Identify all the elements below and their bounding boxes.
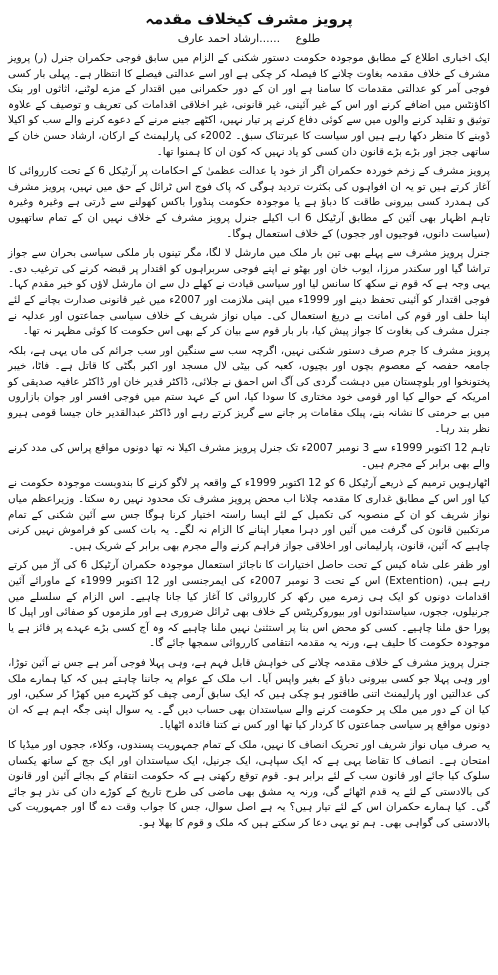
byline [8, 32, 490, 45]
article-paragraph: پرویز مشرف کے زخم خوردہ حکمران اگر از خود یا عدالت عظمیٰ کے احکامات پر آرٹیکل 6 کے تحت کارروائی کا آغاز کرتے ہیں تو یہ ان افواہوں کی بکثرت تردید ہوگی کہ پاک فوج اس ٹرائل کے حق میں نہیں، پرویز مشرف کی ہمدرد کسی بیرونی طاقت کا دباؤ ہے یا موجودہ حکومت پنڈورا باکس کھولنے سے ڈرتی ہے وغیرہ وغیرہ تاہم اظہار بھی آئین کے مطابق آرٹیکل 6 اب اکیلے جنرل پرویز مشرف کے خلاف نہیں ان کے تمام ساتھیوں (سیاست دانوں، فوجیوں اور ججوں) کے خلاف استعمال ہوگا۔ [8, 165, 490, 240]
article-paragraph: اٹھارہویں ترمیم کے ذریعے آرٹیکل 6 کو 12 اکتوبر 1999ء کے واقعہ پر لاگو کرنے کا بندوبست موجودہ حکومت نے کیا اور اس کے مطابق غداری کا مقدمہ چلانا اب محض پرویز مشرف تک محدود نہیں رہ سکتا۔ وزیراعظم میاں نواز شریف کو ان کے منصوبہ کی تکمیل کے لئے ایسا راستہ اختیار کرنا ہوگا جس سے آئین شکنی کے تمام مرتکبین قانون کی گرفت میں آئیں اور دہرا معیار اپنانے کا الزام نہ لگے۔ یہ بات کسی کو فراموش نہیں کرنی چاہیے کہ آئین، قانون، پارلیمانی اور اخلاقی جواز فراہم کرنے والے مجرم بھی برابر کے شریک ہیں۔ [8, 477, 490, 552]
article-paragraph: جنرل پرویز مشرف سے پہلے بھی تین بار ملک میں مارشل لا لگا، مگر تینوں بار ملکی سیاسی بحران سے جواز تراشا گیا اور سکندر مرزا، ایوب خان اور بھٹو نے اپنے فوجی سربراہوں کو اقتدار پر قبضہ کرنے کی ترغیب دی۔ یہی وجہ ہے کہ قوم نے سکھ کا سانس لیا اور سیاسی قیادت نے کھلے دل سے ان مارشل لاؤں کو خیر مقدم کہا۔ فوجی اقتدار کو آئینی تحفظ دینے اور 1999ء میں اپنی ملازمت اور 2007ء میں غیر قانونی صدارت بچانے کے لئے اپنا حلف اور قوم کی امانت بے دریغ استعمال کی۔ میاں نواز شریف کے خلاف سیاسی جماعتوں اور عدلیہ نے جنرل مشرف کی بغاوت کا جواز پیش کیا، بار بار قوم سے بیان کر کے بھی اس حکومت کا کوئی مظہر نہ تھا۔ [8, 247, 491, 338]
article-paragraph: یہ صرف میاں نواز شریف اور تحریک انصاف کا نہیں، ملک کے تمام جمہوریت پسندوں، وکلاء، ججوں اور میڈیا کا امتحان ہے۔ انصاف کا تقاضا یہی ہے کہ ایک سپاہی، ایک جرنیل، ایک سیاستدان اور ایک جج کے ساتھ یکساں سلوک کیا جائے اور قانون سب کے لئے برابر ہو۔ قوم توقع رکھتی ہے کہ حکومت انتقام کے بجائے آئین اور قانون کی بالادستی کے لئے یہ قدم اٹھائے گی، ورنہ یہ مشق بھی ماضی کی طرح تاریخ کے کوڑے دان کی نذر ہو جائے گی۔ کیا ہمارے حکمران اس کے لئے تیار ہیں؟ یہ ہے اصل سوال، جس کا جواب وقت دے گا اور جمہوریت کی بالادستی کی گواہی بھی۔ ہم تو یہی دعا کر سکتے ہیں کہ ملک و قوم کا بھلا ہو۔ [8, 738, 490, 829]
column-name: طلوع [295, 32, 321, 45]
author-name: ......ارشاد احمد عارف [177, 32, 281, 45]
article-paragraph: ایک اخباری اطلاع کے مطابق موجودہ حکومت دستور شکنی کے الزام میں سابق فوجی حکمران جنرل (ر) پرویز مشرف کے خلاف مقدمہ بغاوت چلانے کا فیصلہ کر چکی ہے اور اسے عدالتی فیصلے کا انتظار ہے۔ پہلی بار کسی فوجی آمر کو عدالتی مقدمات کا سامنا ہے اور ان کے دور حکمرانی میں اقتدار کے مزے لوٹنے، اثاثوں اور بنک اکاؤنٹس میں اضافے کرنے اور اس کے غیر آئینی، غیر قانونی، غیر اخلاقی اقدامات کی تعریف و توصیف کے علاوہ توثیق و تقلید کرنے والوں میں سے کوئی دفاع کرنے پر تیار نہیں، اکٹھے جینے مرنے کے دعوے کرنے والے سب کو اکیلا ڈوبنے کا منظر دکھا رہے ہیں اور سیاست کا عبرتناک سبق۔ 2002ء کی پارلیمنٹ کے ارکان، ارشاد حسن خان کے ساتھی ججز اور بڑے بڑے قانون دان کسی کو یاد نہیں کہ کون ان کا ہمنوا تھا۔ [8, 52, 490, 158]
article-headline: پرویز مشرف کیخلاف مقدمہ [145, 10, 353, 28]
article-paragraph: تاہم 12 اکتوبر 1999ء سے 3 نومبر 2007ء تک جنرل پرویز مشرف اکیلا نہ تھا دونوں مواقع پراس کی مدد کرنے والے بھی برابر کے مجرم ہیں۔ [8, 442, 490, 470]
article-paragraph: اور ظفر علی شاہ کیس کے تحت حاصل اختیارات کا ناجائز استعمال موجودہ حکمران آرٹیکل 6 کی آڑ میں کرتے رہے ہیں، (Extention) اس کے تحت 3 نومبر 2007ء کی ایمرجنسی اور 12 اکتوبر 1999ء کے ماورائے آئین اقدامات دونوں کو ایک ہی زمرے میں رکھ کر کارروائی کا آغاز کیا جانا چاہیے۔ اس الزام کے سلسلے میں جرنیلوں، ججوں، سیاستدانوں اور بیوروکریٹس کے خلاف بھی ٹرائل ضروری ہے اور ملزموں کو صفائی اور اپیل کا پورا حق ملنا چاہیے۔ کسی کو محض اس بنا پر استثنیٰ نہیں ملنا چاہیے کہ وہ آج کسی بڑے عہدے پر فائز ہے یا موجودہ حکومت کا حلیف ہے، ورنہ یہ مقدمہ انتقامی کارروائی سمجھا جائے گا۔ [8, 559, 490, 650]
article-paragraph: جنرل پرویز مشرف کے خلاف مقدمہ چلانے کی خواہش قابل فہم ہے، وہی پہلا فوجی آمر ہے جس نے آئین توڑا، اور وہی پہلا جو کسی بیرونی دباؤ کے بغیر واپس آیا۔ اب ملک کے عوام یہ جاننا چاہتے ہیں کہ کیا ہمارے ملک کی عدالتیں اور پارلیمنٹ اتنی طاقتور ہو چکی ہیں کہ ایک سابق آرمی چیف کو کٹہرے میں کھڑا کر سکیں، اور کیا ان کے دور میں ملک پر حکومت کرنے والے سیاستدان بھی حساب دیں گے۔ یہ سوال اپنی جگہ اہم ہے کہ ان دونوں مواقع پر سیاسی جماعتوں کا کردار کیا تھا اور کس نے کتنا فائدہ اٹھایا۔ [8, 656, 490, 732]
article-paragraph: پرویز مشرف کا جرم صرف دستور شکنی نہیں، اگرچہ سب سے سنگین اور سب جرائم کی ماں یہی ہے، بلکہ جامعہ حفصہ کے معصوم بچوں اور بچیوں، کعبہ کی بیٹی لال مسجد اور اکبر بگٹی کا قاتل ہے۔ فاٹا، خیبر پختونخوا اور بلوچستان میں دہشت گردی کی آگ اس احمق نے جلائی، ڈاکٹر قدیر خان اور ڈاکٹر عافیہ صدیقی کو امریکہ کے حوالے کیا اور قومی خود مختاری کا سودا کیا، اس کے عہد ستم میں فوجی افسر اور جوان بازاروں میں بے حرمتی کا نشانہ بنے، پبلک مقامات پر جانے سے گریز کرتے رہے اور ڈاکٹر عبدالقدیر خان جیسا قومی ہیرو نظر بند رہا۔ [8, 344, 490, 435]
